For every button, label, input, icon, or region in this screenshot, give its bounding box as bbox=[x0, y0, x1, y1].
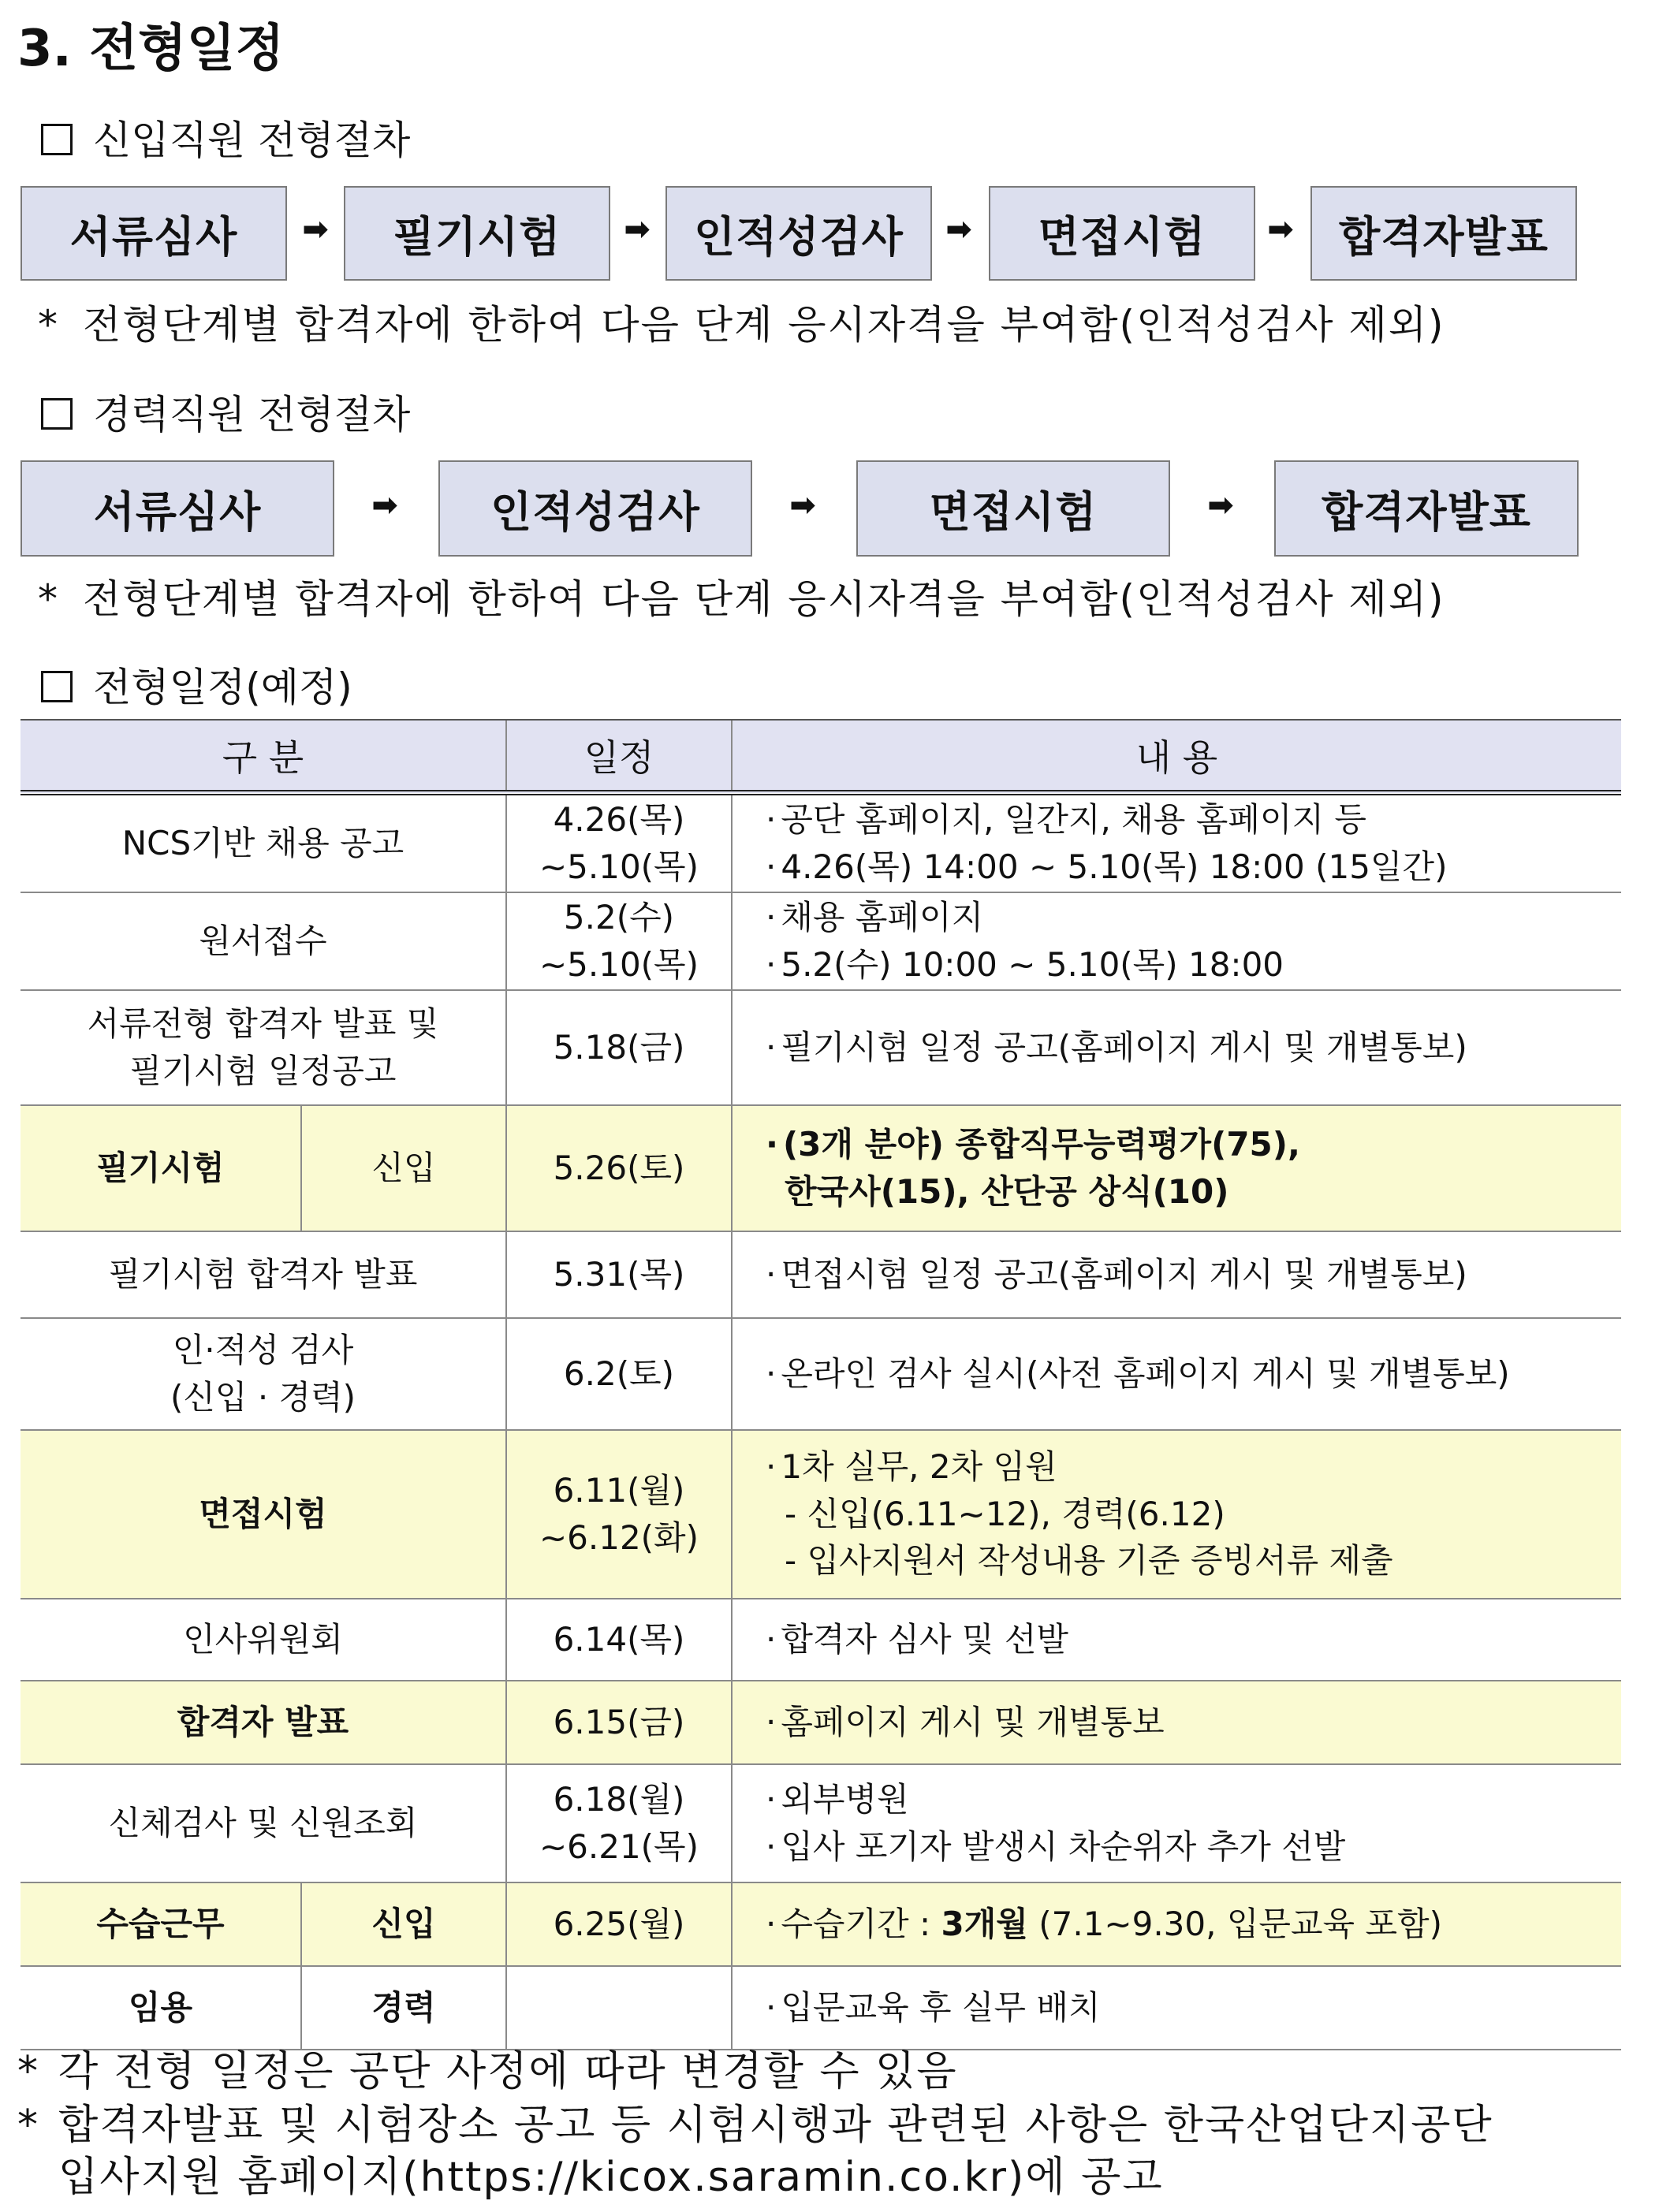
checkbox-square-icon bbox=[41, 671, 73, 702]
new-hire-note: * 전형단계별 합격자에 한하여 다음 단계 응시자격을 부여함(인적성검사 제외) bbox=[38, 302, 1445, 348]
checkbox-square-icon bbox=[41, 124, 73, 155]
flow-step: 합격자발표 bbox=[1310, 186, 1577, 281]
schedule-table bbox=[21, 719, 1621, 2050]
row-category: 면접시험 bbox=[21, 1430, 506, 1599]
row-category: 필기시험 합격자 발표 bbox=[21, 1231, 506, 1318]
row-content: · 온라인 검사 실시(사전 홈페이지 게시 및 개별통보) bbox=[732, 1318, 1621, 1430]
row-content: · (3개 분야) 종합직무능력평가(75), 한국사(15), 산단공 상식(10) bbox=[732, 1105, 1621, 1231]
right-arrow-icon: ➡ bbox=[302, 211, 329, 248]
right-arrow-icon: ➡ bbox=[371, 487, 398, 523]
row-content: · 채용 홈페이지 · 5.2(수) 10:00 ~ 5.10(목) 18:00 bbox=[732, 892, 1621, 990]
table-row bbox=[21, 1231, 1621, 1318]
row-category: 합격자 발표 bbox=[21, 1681, 506, 1764]
section-heading: 3. 전형일정 bbox=[17, 20, 285, 78]
row-date bbox=[506, 1966, 732, 2050]
footnote: * 각 전형 일정은 공단 사정에 따라 변경할 수 있음 bbox=[17, 2048, 958, 2095]
schedule-title: 전형일정(예정) bbox=[41, 656, 352, 713]
row-date: 6.18(월) ~6.21(목) bbox=[506, 1764, 732, 1882]
row-date: 6.14(목) bbox=[506, 1599, 732, 1681]
flow-step: 인적성검사 bbox=[665, 186, 932, 281]
table-row-highlight bbox=[21, 1882, 1621, 1966]
row-content: · 면접시험 일정 공고(홈페이지 게시 및 개별통보) bbox=[732, 1231, 1621, 1318]
row-date: 5.18(금) bbox=[506, 990, 732, 1105]
row-date: 6.11(월) ~6.12(화) bbox=[506, 1430, 732, 1599]
row-content: · 홈페이지 게시 및 개별통보 bbox=[732, 1681, 1621, 1764]
row-category: 인·적성 검사 (신입 · 경력) bbox=[21, 1318, 506, 1430]
row-date: 5.2(수) ~5.10(목) bbox=[506, 892, 732, 990]
flow-step: 면접시험 bbox=[989, 186, 1255, 281]
row-date: 6.2(토) bbox=[506, 1318, 732, 1430]
row-category: 서류전형 합격자 발표 및 필기시험 일정공고 bbox=[21, 990, 506, 1105]
right-arrow-icon: ➡ bbox=[624, 211, 651, 248]
row-date: 5.26(토) bbox=[506, 1105, 732, 1231]
row-content: · 1차 실무, 2차 임원 - 신입(6.11~12), 경력(6.12) - 입사지원서 작성내용 기준 증빙서류 제출 bbox=[732, 1430, 1621, 1599]
row-category: 신체검사 및 신원조회 bbox=[21, 1764, 506, 1882]
right-arrow-icon: ➡ bbox=[1207, 487, 1234, 523]
row-content: · 공단 홈페이지, 일간지, 채용 홈페이지 등 · 4.26(목) 14:00 ~ 5.10(목) 18:00 (15일간) bbox=[732, 793, 1621, 892]
row-date: 6.15(금) bbox=[506, 1681, 732, 1764]
table-row-highlight bbox=[21, 1105, 1621, 1231]
row-content: · 외부병원 · 입사 포기자 발생시 차순위자 추가 선발 bbox=[732, 1764, 1621, 1882]
row-category: 원서접수 bbox=[21, 892, 506, 990]
table-row bbox=[21, 990, 1621, 1105]
row-content: · 필기시험 일정 공고(홈페이지 게시 및 개별통보) bbox=[732, 990, 1621, 1105]
row-category: 필기시험 bbox=[21, 1105, 301, 1231]
header-date: 일정 bbox=[506, 720, 732, 793]
flow-step: 면접시험 bbox=[856, 460, 1170, 557]
new-hire-title: 신입직원 전형절차 bbox=[41, 109, 410, 166]
flow-step: 서류심사 bbox=[21, 460, 334, 557]
table-header-row bbox=[21, 720, 1621, 793]
table-row bbox=[21, 892, 1621, 990]
flow-step: 인적성검사 bbox=[438, 460, 752, 557]
row-date: 4.26(목) ~5.10(목) bbox=[506, 793, 732, 892]
flow-step: 합격자발표 bbox=[1274, 460, 1579, 557]
footnote-continued: 입사지원 홈페이지(https://kicox.saramin.co.kr)에 공고 bbox=[58, 2154, 1164, 2201]
table-row bbox=[21, 1764, 1621, 1882]
table-row-highlight bbox=[21, 1681, 1621, 1764]
header-category: 구 분 bbox=[21, 720, 506, 793]
row-subcategory: 신입 bbox=[301, 1882, 506, 1966]
table-row-highlight bbox=[21, 1430, 1621, 1599]
header-content: 내 용 bbox=[732, 720, 1621, 793]
table-row bbox=[21, 1966, 1621, 2050]
row-category: NCS기반 채용 공고 bbox=[21, 793, 506, 892]
table-row bbox=[21, 793, 1621, 892]
right-arrow-icon: ➡ bbox=[1267, 211, 1294, 248]
row-subcategory: 경력 bbox=[301, 1966, 506, 2050]
career-hire-title: 경력직원 전형절차 bbox=[41, 383, 410, 440]
row-content: · 입문교육 후 실무 배치 bbox=[732, 1966, 1621, 2050]
flow-step: 필기시험 bbox=[344, 186, 610, 281]
row-content: · 합격자 심사 및 선발 bbox=[732, 1599, 1621, 1681]
row-category: 인사위원회 bbox=[21, 1599, 506, 1681]
right-arrow-icon: ➡ bbox=[789, 487, 816, 523]
row-category: 임용 bbox=[21, 1966, 301, 2050]
right-arrow-icon: ➡ bbox=[945, 211, 972, 248]
footnote: * 합격자발표 및 시험장소 공고 등 시험시행과 관련된 사항은 한국산업단지공단 bbox=[17, 2102, 1493, 2149]
row-category: 수습근무 bbox=[21, 1882, 301, 1966]
flow-step: 서류심사 bbox=[21, 186, 287, 281]
checkbox-square-icon bbox=[41, 398, 73, 430]
table-row bbox=[21, 1599, 1621, 1681]
table-row bbox=[21, 1318, 1621, 1430]
row-content: · 수습기간 : 3개월 (7.1~9.30, 입문교육 포함) bbox=[732, 1882, 1621, 1966]
row-date: 6.25(월) bbox=[506, 1882, 732, 1966]
row-date: 5.31(목) bbox=[506, 1231, 732, 1318]
career-hire-note: * 전형단계별 합격자에 한하여 다음 단계 응시자격을 부여함(인적성검사 제외) bbox=[38, 576, 1445, 622]
row-subcategory: 신입 bbox=[301, 1105, 506, 1231]
